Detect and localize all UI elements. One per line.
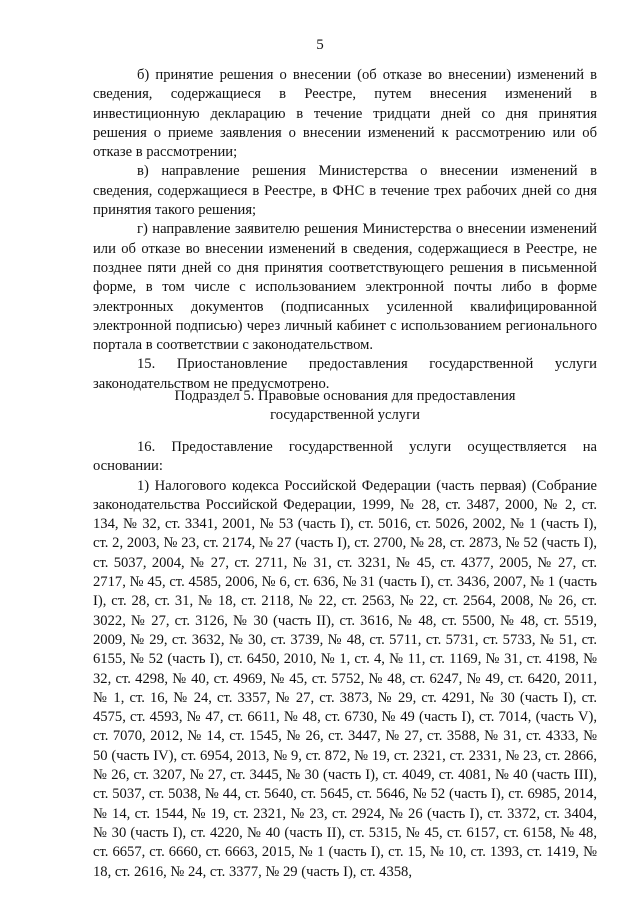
paragraph-clause-16: 16. Предоставление государственной услуги осуществляется на основании:	[93, 439, 597, 475]
section-text-top	[93, 66, 597, 394]
subsection-heading-line-2: государственной услуги	[270, 407, 420, 424]
paragraph-item-b: б) принятие решения о внесении (об отказе во внесении) изменений в сведения, содержащиеся в Реестре, путем внесения изменений в инвестиционную декларацию в течение тридцати дней со дня принятия решения о приеме заявления о внесении изменений к рассмотрению или об отказе в рассмотрении;	[93, 67, 597, 161]
page-number: 5	[316, 37, 324, 53]
paragraph-item-g: г) направление заявителю решения Министерства о внесении изменений или об отказе во внесении изменений в сведения, содержащиеся в Реестре, не позднее пяти дней со дня принятия соответствующего решения в письменной форме, в том числе с использованием электронной почты либо в форме электронных документов (подписанных усиленной квалифицированной электронной подписью) через личный кабинет с использованием регионального портала в соответствии с законодательством.	[93, 221, 597, 354]
subsection-heading	[93, 387, 597, 426]
paragraph-clause-15: 15. Приостановление предоставления государственной услуги законодательством не предусмотрено.	[93, 356, 597, 392]
paragraph-item-v: в) направление решения Министерства о внесении изменений в сведения, содержащиеся в Реестре, в ФНС в течение трех рабочих дней со дня принятия такого решения;	[93, 163, 597, 219]
section-text-bottom	[93, 438, 597, 882]
subsection-heading-line-1: Подраздел 5. Правовые основания для предоставления	[174, 388, 516, 404]
paragraph-legal-basis-1: 1) Налогового кодекса Российской Федерации (часть первая) (Собрание законодательства Российской Федерации, 1999, № 28, ст. 3487, 2000, № 2, ст. 134, № 32, ст. 3341, 2001, № 53 (часть I), ст. 5016, ст. 5026, 2002, № 1 (часть I), ст. 2, 2003, № 23, ст. 2174, № 27 (часть I), ст. 2700, № 28, ст. 2873, № 52 (часть I), ст. 5037, 2004, № 27, ст. 2711, № 31, ст. 3231, № 45, ст. 4377, 2005, № 27, ст. 2717, № 45, ст. 4585, 2006, № 6, ст. 636, № 31 (часть I), ст. 3436, 2007, № 1 (часть I), ст. 28, ст. 31, № 18, ст. 2118, № 22, ст. 2563, № 22, ст. 2564, 2008, № 26, ст. 3022, № 27, ст. 3126, № 30 (часть II), ст. 3616, № 48, ст. 5500, № 48, ст. 5519, 2009, № 29, ст. 3632, № 30, ст. 3739, № 48, ст. 5711, ст. 5731, ст. 5733, № 51, ст. 6155, № 52 (часть I), ст. 6450, 2010, № 1, ст. 4, № 11, ст. 1169, № 31, ст. 4198, № 32, ст. 4298, № 40, ст. 4969, № 45, ст. 5752, № 48, ст. 6247, № 49, ст. 6420, 2011, № 1, ст. 16, № 24, ст. 3357, № 27, ст. 3873, № 29, ст. 4291, № 30 (часть I), ст. 4575, ст. 4593, № 47, ст. 6611, № 48, ст. 6730, № 49 (часть I), ст. 7014, (часть V), ст. 7070, 2012, № 14, ст. 1545, № 26, ст. 3447, № 27, ст. 3588, № 31, ст. 4333, № 50 (часть IV), ст. 6954, 2013, № 9, ст. 872, № 19, ст. 2321, ст. 2331, № 23, ст. 2866, № 26, ст. 3207, № 27, ст. 3445, № 30 (часть I), ст. 4049, ст. 4081, № 40 (часть III), ст. 5037, ст. 5038, № 44, ст. 5640, ст. 5645, ст. 5646, № 52 (часть I), ст. 6985, 2014, № 14, ст. 1544, № 19, ст. 2321, № 23, ст. 2924, № 26 (часть I), ст. 3372, ст. 3404, № 30 (часть I), ст. 4220, № 40 (часть II), ст. 5315, № 45, ст. 6157, ст. 6158, № 48, ст. 6657, ст. 6660, ст. 6663, 2015, № 1 (часть I), ст. 15, № 10, ст. 1393, ст. 1419, № 18, ст. 2616, № 24, ст. 3377, № 29 (часть I), ст. 4358,	[93, 477, 597, 880]
